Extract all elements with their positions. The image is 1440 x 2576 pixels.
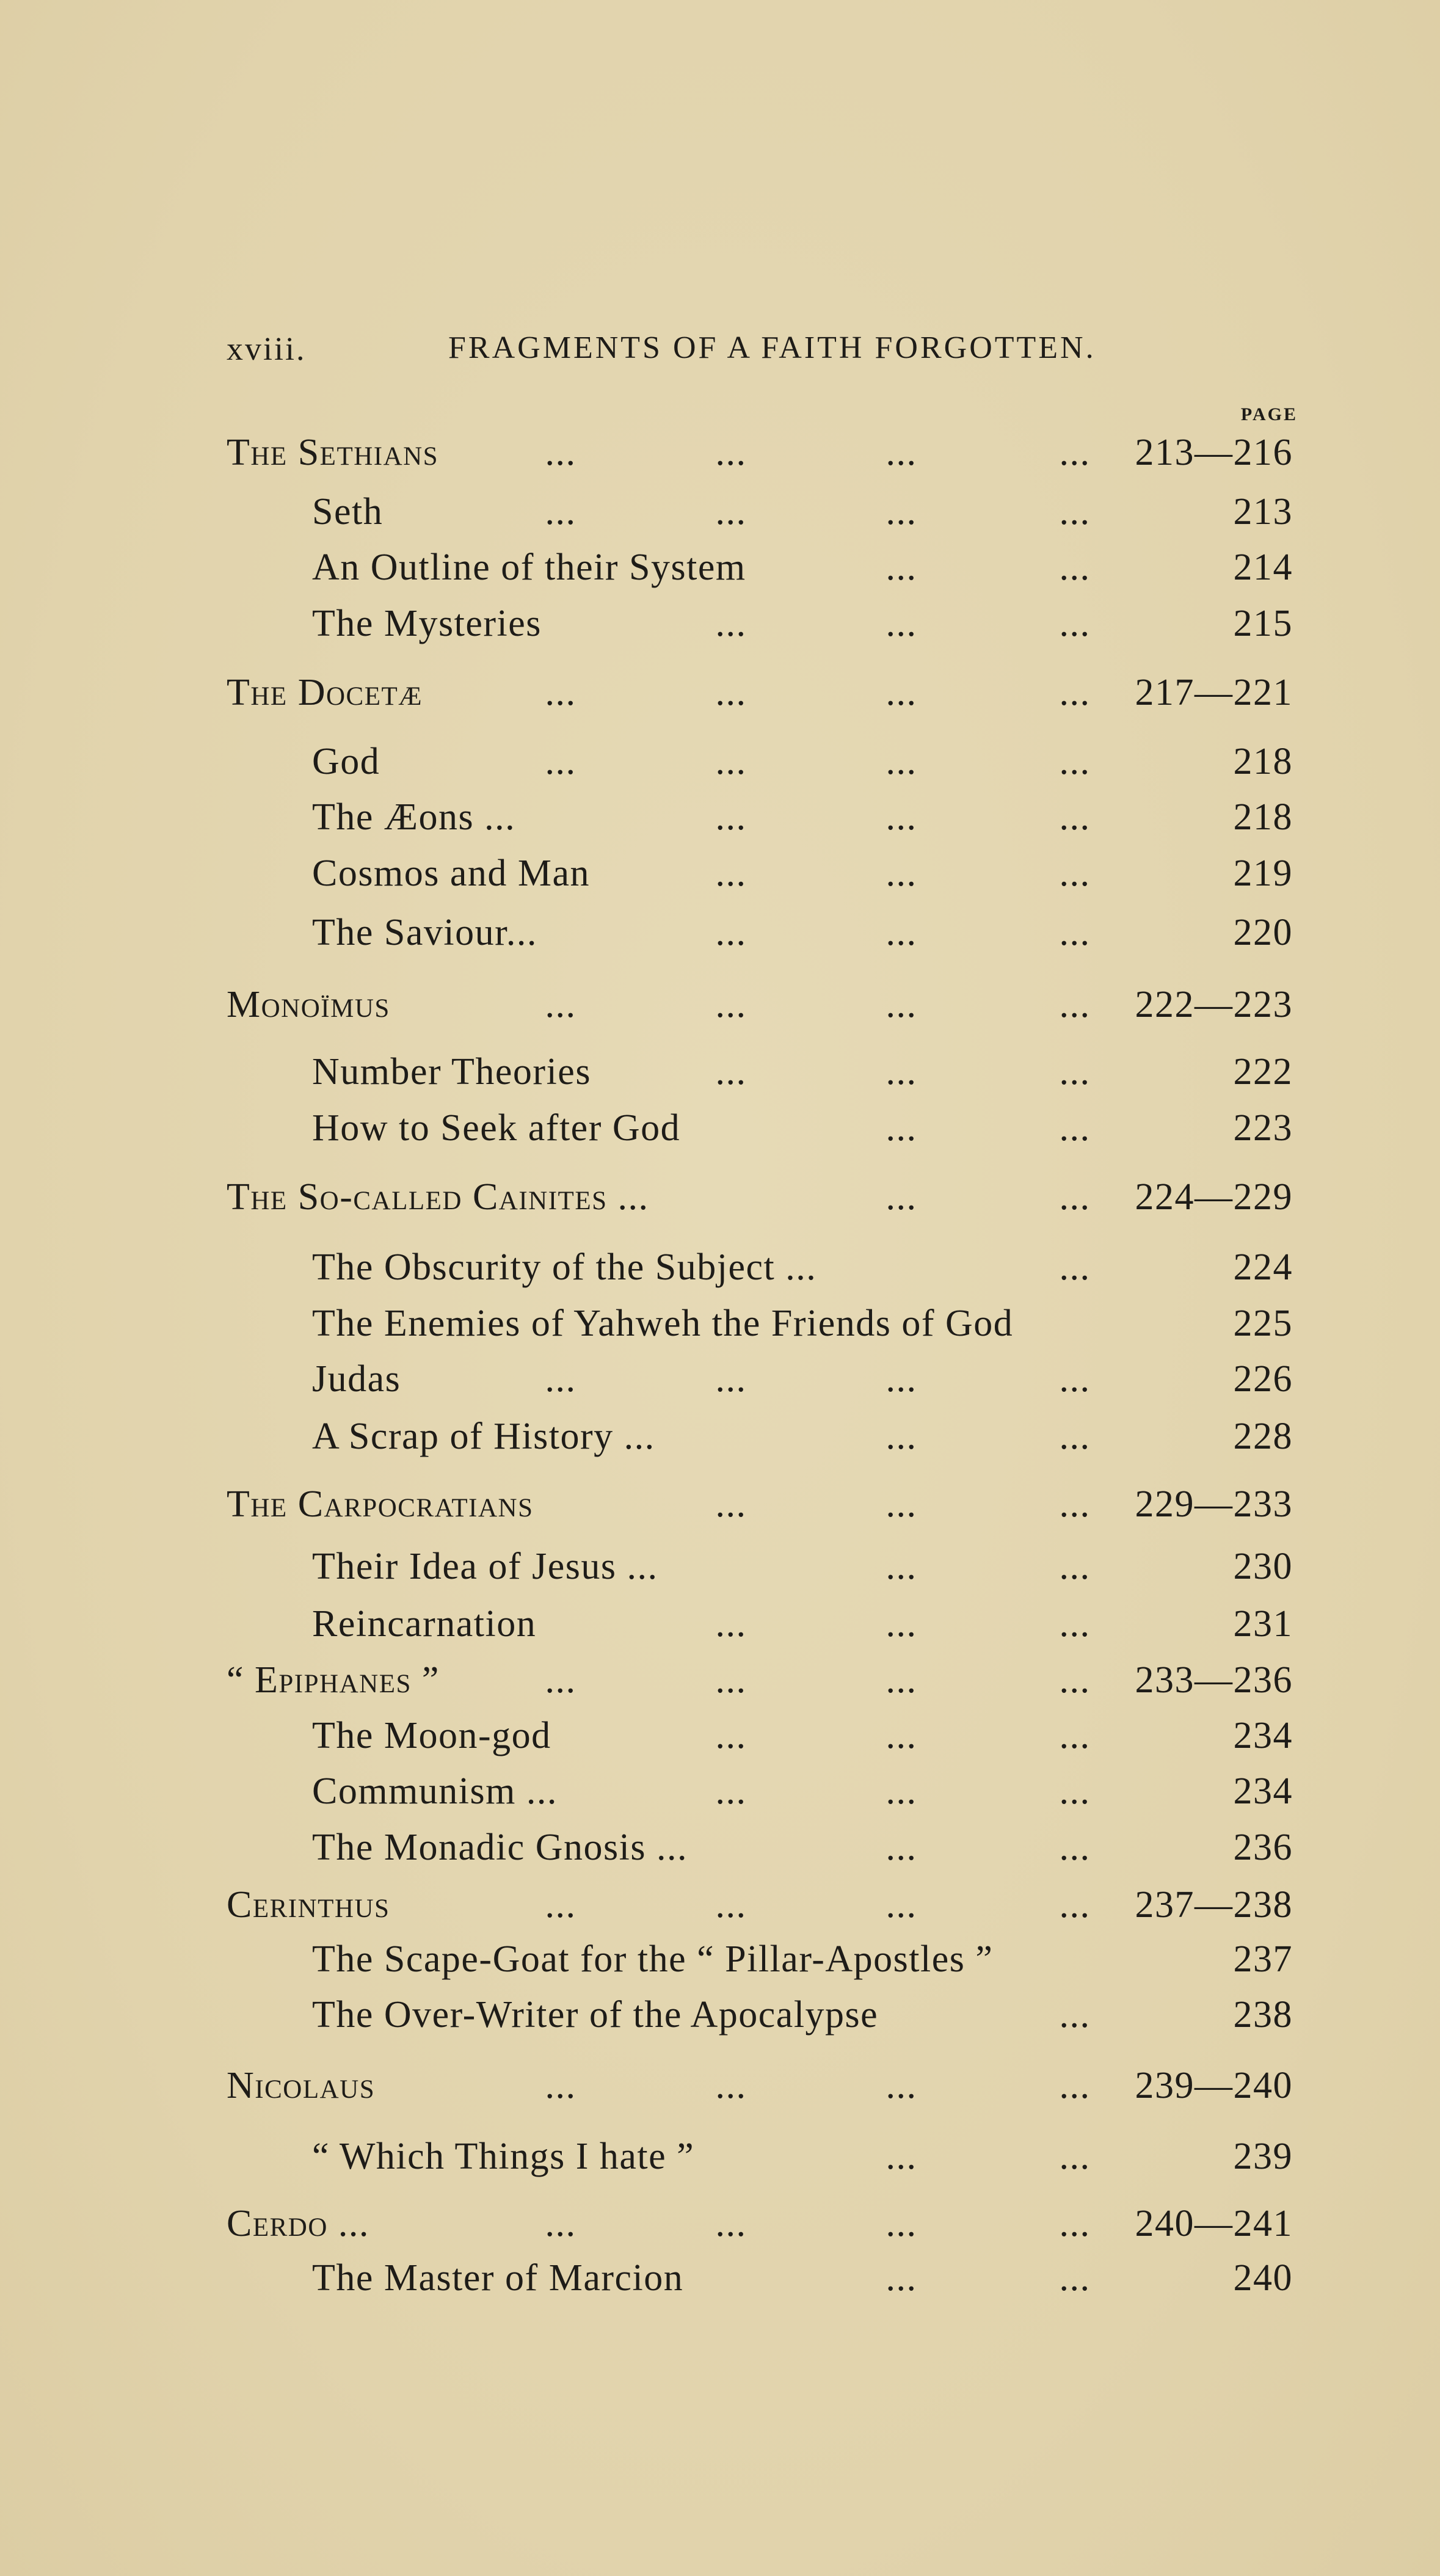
entry-page-number: 214: [1233, 547, 1293, 588]
entry-page-number: 228: [1233, 1416, 1293, 1457]
leader-dots: ...: [545, 741, 576, 782]
toc-subsection-entry: [0, 599, 1440, 648]
entry-title: The Docetæ: [227, 672, 423, 713]
entry-title: Judas: [312, 1358, 401, 1400]
leader-dots: ...: [1059, 1884, 1091, 1926]
toc-subsection-entry: [0, 1243, 1440, 1292]
entry-title: A Scrap of History ...: [312, 1416, 655, 1457]
leader-dots: ...: [1059, 603, 1091, 644]
leader-dots: ...: [715, 1770, 747, 1812]
entry-title: Cerdo ...: [227, 2203, 369, 2244]
toc-subsection-entry: [0, 2254, 1440, 2302]
entry-title: The Saviour...: [312, 912, 537, 953]
leader-dots: ...: [885, 741, 917, 782]
leader-dots: ...: [1059, 491, 1091, 533]
entry-page-number: 237: [1233, 1938, 1293, 1980]
entry-page-number: 237—238: [1135, 1884, 1293, 1926]
leader-dots: ...: [715, 603, 747, 644]
entry-page-number: 231: [1233, 1603, 1293, 1645]
leader-dots: ...: [885, 1884, 917, 1926]
toc-section-entry: [0, 1480, 1440, 1529]
leader-dots: ...: [1059, 432, 1091, 473]
running-title: FRAGMENTS OF A FAITH FORGOTTEN.: [448, 330, 1096, 365]
leader-dots: ...: [1059, 1416, 1091, 1457]
toc-subsection-entry: [0, 1412, 1440, 1461]
entry-title: The Master of Marcion: [312, 2257, 684, 2299]
leader-dots: ...: [1059, 1483, 1091, 1525]
leader-dots: ...: [1059, 2257, 1091, 2299]
toc-section-entry: [0, 668, 1440, 717]
toc-subsection-entry: [0, 849, 1440, 898]
entry-title: The Æons ...: [312, 796, 516, 838]
entry-title: “ Epiphanes ”: [227, 1659, 440, 1701]
leader-dots: ...: [715, 912, 747, 953]
leader-dots: ...: [715, 1051, 747, 1093]
entry-page-number: 218: [1233, 796, 1293, 838]
leader-dots: ...: [885, 1715, 917, 1756]
entry-title: Number Theories: [312, 1051, 591, 1093]
entry-page-number: 239: [1233, 2136, 1293, 2177]
leader-dots: ...: [1059, 1176, 1091, 1218]
leader-dots: ...: [885, 1546, 917, 1587]
entry-page-number: 217—221: [1135, 672, 1293, 713]
leader-dots: ...: [885, 1659, 917, 1701]
entry-page-number: 238: [1233, 1994, 1293, 2036]
leader-dots: ...: [1059, 1603, 1091, 1645]
leader-dots: ...: [1059, 741, 1091, 782]
leader-dots: ...: [545, 672, 576, 713]
entry-page-number: 215: [1233, 603, 1293, 644]
leader-dots: ...: [885, 1107, 917, 1149]
entry-title: “ Which Things I hate ”: [312, 2136, 695, 2177]
leader-dots: ...: [1059, 1659, 1091, 1701]
leader-dots: ...: [715, 1358, 747, 1400]
entry-page-number: 230: [1233, 1546, 1293, 1587]
toc-subsection-entry: [0, 1355, 1440, 1403]
entry-title: How to Seek after God: [312, 1107, 681, 1149]
toc-subsection-entry: [0, 1935, 1440, 1984]
leader-dots: ...: [885, 2257, 917, 2299]
leader-dots: ...: [545, 1358, 576, 1400]
leader-dots: ...: [715, 672, 747, 713]
entry-page-number: 229—233: [1135, 1483, 1293, 1525]
toc-subsection-entry: [0, 793, 1440, 842]
entry-page-number: 213: [1233, 491, 1293, 533]
toc-section-entry: [0, 1173, 1440, 1221]
leader-dots: ...: [715, 741, 747, 782]
entry-page-number: 233—236: [1135, 1659, 1293, 1701]
leader-dots: ...: [885, 1176, 917, 1218]
leader-dots: ...: [1059, 1051, 1091, 1093]
entry-title: The Enemies of Yahweh the Friends of God: [312, 1303, 1014, 1344]
entry-title: God: [312, 741, 380, 782]
leader-dots: ...: [1059, 912, 1091, 953]
leader-dots: ...: [1059, 1246, 1091, 1288]
entry-title: Reincarnation: [312, 1603, 537, 1645]
entry-title: The Monadic Gnosis ...: [312, 1827, 688, 1868]
leader-dots: ...: [1059, 2136, 1091, 2177]
leader-dots: ...: [885, 1051, 917, 1093]
toc-subsection-entry: [0, 1104, 1440, 1152]
toc-subsection-entry: [0, 1599, 1440, 1648]
leader-dots: ...: [715, 1603, 747, 1645]
leader-dots: ...: [885, 1358, 917, 1400]
leader-dots: ...: [1059, 1715, 1091, 1756]
leader-dots: ...: [885, 1483, 917, 1525]
entry-page-number: 223: [1233, 1107, 1293, 1149]
toc-subsection-entry: [0, 1047, 1440, 1096]
leader-dots: ...: [1059, 984, 1091, 1025]
leader-dots: ...: [1059, 1107, 1091, 1149]
entry-title: The Moon-god: [312, 1715, 551, 1756]
entry-page-number: 226: [1233, 1358, 1293, 1400]
leader-dots: ...: [885, 2203, 917, 2244]
toc-subsection-entry: [0, 487, 1440, 536]
entry-title: Cerinthus: [227, 1884, 390, 1926]
leader-dots: ...: [1059, 853, 1091, 894]
page-folio: xviii.: [227, 330, 307, 367]
leader-dots: ...: [885, 432, 917, 473]
leader-dots: ...: [1059, 672, 1091, 713]
toc-subsection-entry: [0, 1767, 1440, 1816]
leader-dots: ...: [1059, 547, 1091, 588]
entry-title: Communism ...: [312, 1770, 558, 1812]
leader-dots: ...: [1059, 1827, 1091, 1868]
entry-page-number: 240—241: [1135, 2203, 1293, 2244]
entry-page-number: 224: [1233, 1246, 1293, 1288]
entry-title: Nicolaus: [227, 2065, 376, 2106]
entry-page-number: 240: [1233, 2257, 1293, 2299]
toc-subsection-entry: [0, 2132, 1440, 2181]
entry-title: The So-called Cainites ...: [227, 1176, 649, 1218]
entry-page-number: 234: [1233, 1770, 1293, 1812]
leader-dots: ...: [715, 1884, 747, 1926]
entry-page-number: 218: [1233, 741, 1293, 782]
leader-dots: ...: [885, 912, 917, 953]
leader-dots: ...: [885, 547, 917, 588]
leader-dots: ...: [885, 603, 917, 644]
leader-dots: ...: [885, 1770, 917, 1812]
toc-subsection-entry: [0, 908, 1440, 957]
leader-dots: ...: [545, 1659, 576, 1701]
leader-dots: ...: [545, 432, 576, 473]
entry-title: The Carpocratians: [227, 1483, 534, 1525]
leader-dots: ...: [885, 1603, 917, 1645]
leader-dots: ...: [545, 2203, 576, 2244]
leader-dots: ...: [885, 2136, 917, 2177]
entry-page-number: 220: [1233, 912, 1293, 953]
leader-dots: ...: [715, 491, 747, 533]
leader-dots: ...: [885, 672, 917, 713]
toc-subsection-entry: [0, 1711, 1440, 1760]
entry-title: Cosmos and Man: [312, 853, 590, 894]
entry-page-number: 236: [1233, 1827, 1293, 1868]
toc-section-entry: [0, 980, 1440, 1029]
leader-dots: ...: [1059, 1770, 1091, 1812]
leader-dots: ...: [715, 984, 747, 1025]
leader-dots: ...: [1059, 1358, 1091, 1400]
leader-dots: ...: [1059, 796, 1091, 838]
toc-section-entry: [0, 428, 1440, 477]
leader-dots: ...: [545, 2065, 576, 2106]
entry-title: The Mysteries: [312, 603, 542, 644]
leader-dots: ...: [715, 1659, 747, 1701]
entry-page-number: 234: [1233, 1715, 1293, 1756]
leader-dots: ...: [715, 2203, 747, 2244]
toc-section-entry: [0, 1656, 1440, 1705]
entry-title: The Sethians: [227, 432, 439, 473]
leader-dots: ...: [885, 1827, 917, 1868]
leader-dots: ...: [715, 1715, 747, 1756]
leader-dots: ...: [715, 796, 747, 838]
toc-subsection-entry: [0, 1542, 1440, 1591]
leader-dots: ...: [545, 1884, 576, 1926]
entry-page-number: 239—240: [1135, 2065, 1293, 2106]
toc-subsection-entry: [0, 1823, 1440, 1872]
entry-title: Seth: [312, 491, 384, 533]
entry-page-number: 225: [1233, 1303, 1293, 1344]
toc-section-entry: [0, 1880, 1440, 1929]
toc-subsection-entry: [0, 1299, 1440, 1348]
leader-dots: ...: [885, 984, 917, 1025]
page-column-label: PAGE: [1240, 404, 1298, 424]
leader-dots: ...: [715, 853, 747, 894]
leader-dots: ...: [715, 2065, 747, 2106]
leader-dots: ...: [885, 491, 917, 533]
leader-dots: ...: [1059, 2065, 1091, 2106]
entry-page-number: 222—223: [1135, 984, 1293, 1025]
leader-dots: ...: [885, 796, 917, 838]
leader-dots: ...: [885, 853, 917, 894]
leader-dots: ...: [545, 984, 576, 1025]
toc-section-entry: [0, 2199, 1440, 2248]
leader-dots: ...: [885, 1416, 917, 1457]
entry-title: Monoïmus: [227, 984, 390, 1025]
entry-title: An Outline of their System: [312, 547, 746, 588]
entry-page-number: 224—229: [1135, 1176, 1293, 1218]
entry-page-number: 213—216: [1135, 432, 1293, 473]
leader-dots: ...: [885, 2065, 917, 2106]
entry-title: Their Idea of Jesus ...: [312, 1546, 658, 1587]
leader-dots: ...: [715, 432, 747, 473]
entry-page-number: 219: [1233, 853, 1293, 894]
entry-page-number: 222: [1233, 1051, 1293, 1093]
toc-section-entry: [0, 2061, 1440, 2110]
leader-dots: ...: [545, 491, 576, 533]
entry-title: The Over-Writer of the Apocalypse: [312, 1994, 879, 2036]
entry-title: The Scape-Goat for the “ Pillar-Apostles ”: [312, 1938, 994, 1980]
toc-subsection-entry: [0, 737, 1440, 786]
toc-subsection-entry: [0, 543, 1440, 592]
toc-subsection-entry: [0, 1990, 1440, 2039]
entry-title: The Obscurity of the Subject ...: [312, 1246, 817, 1288]
leader-dots: ...: [1059, 1994, 1091, 2036]
leader-dots: ...: [1059, 2203, 1091, 2244]
leader-dots: ...: [1059, 1546, 1091, 1587]
leader-dots: ...: [715, 1483, 747, 1525]
